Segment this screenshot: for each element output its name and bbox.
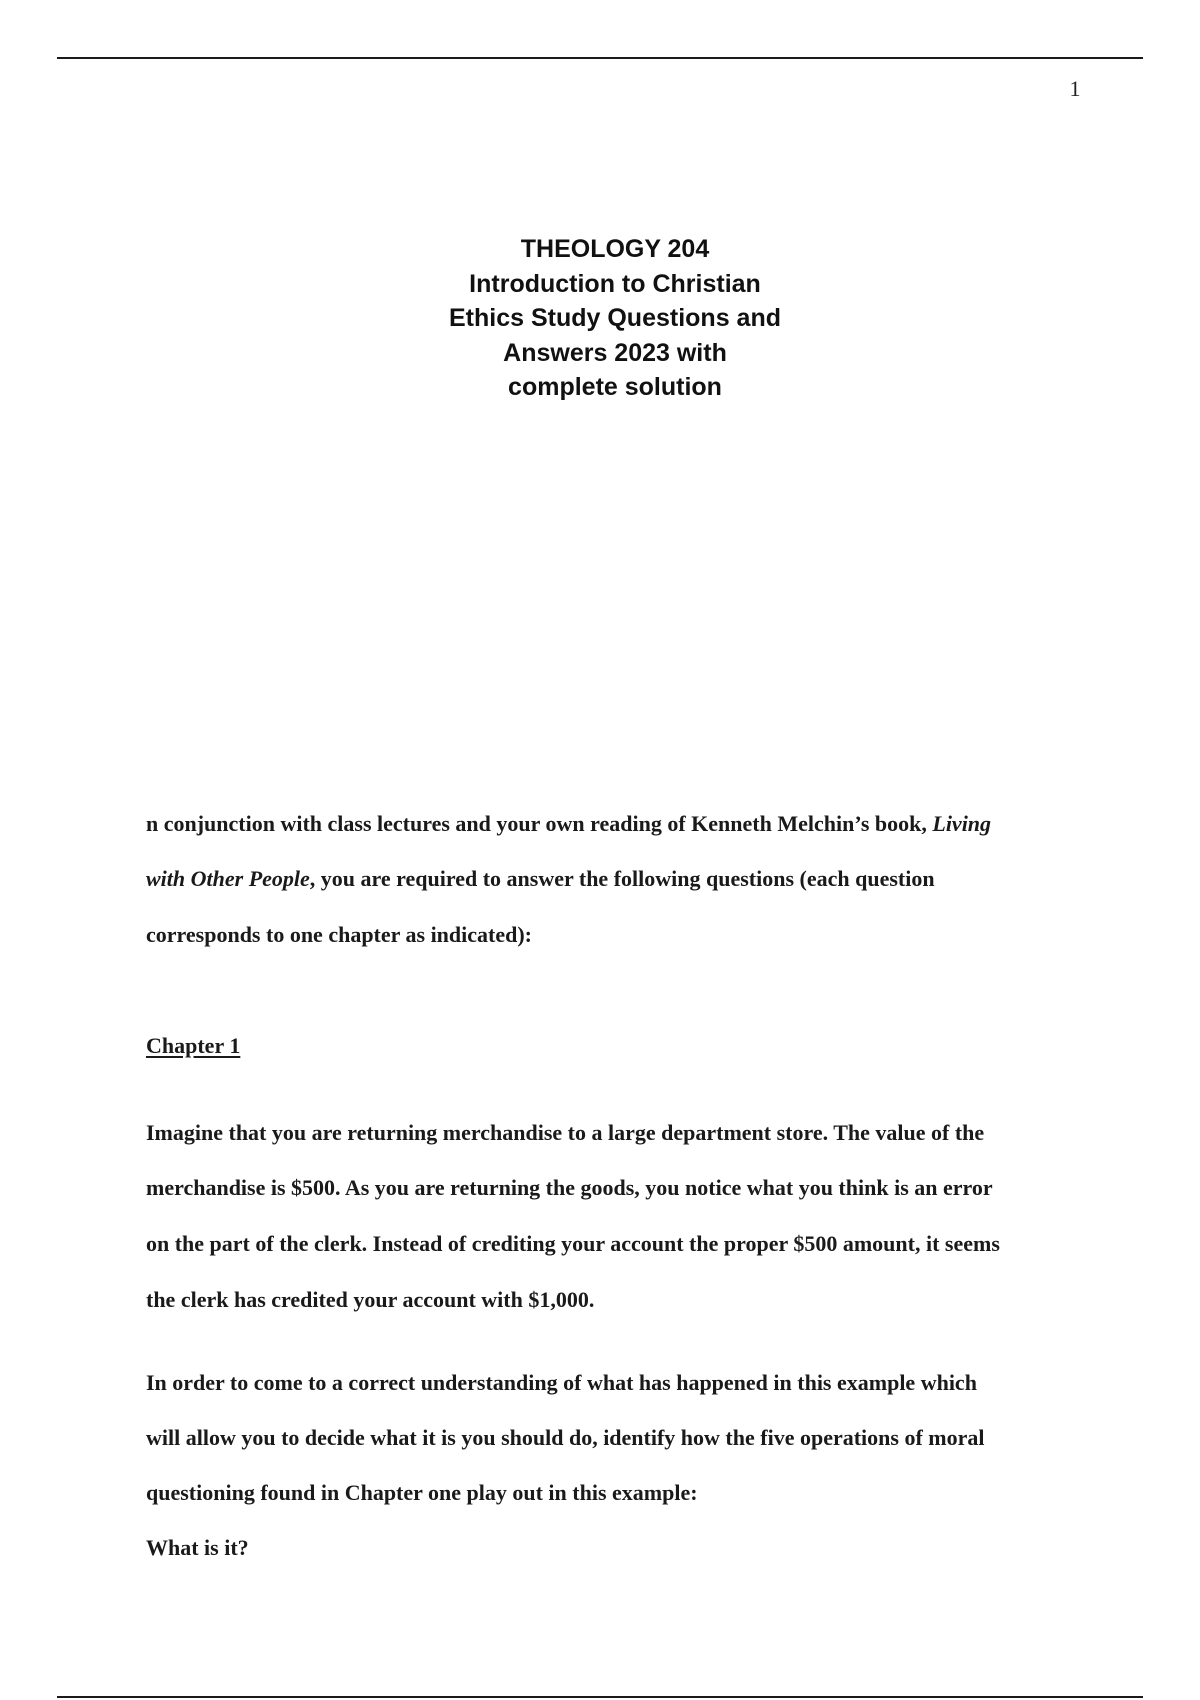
instruction-line: will allow you to decide what it is you should do, identify how the five operations of moral (146, 1425, 985, 1450)
scenario-line: merchandise is $500. As you are returning the goods, you notice what you think is an error (146, 1175, 993, 1200)
header-rule (57, 57, 1143, 59)
title-line: THEOLOGY 204 (520, 235, 710, 263)
intro-text: n conjunction with class lectures and your own reading of Kenneth Melchin’s book, (146, 811, 933, 836)
chapter-heading: Chapter 1 (146, 1033, 241, 1058)
intro-text: , you are required to answer the following questions (each question (309, 866, 935, 891)
title-line: Answers 2023 with (503, 338, 727, 367)
footer-rule (57, 1696, 1143, 1698)
intro-line: corresponds to one chapter as indicated): (146, 922, 533, 947)
question-line: What is it? (146, 1535, 249, 1560)
title-line: Introduction to Christian (469, 269, 761, 298)
book-title-part: Living (932, 811, 992, 836)
scenario-line: the clerk has credited your account with $1,000. (146, 1287, 595, 1312)
instruction-line: In order to come to a correct understanding of what has happened in this example which (146, 1370, 977, 1395)
scenario-line: on the part of the clerk. Instead of crediting your account the proper $500 amount, it seems (146, 1231, 1000, 1256)
scenario-line: Imagine that you are returning merchandise to a large department store. The value of the (146, 1120, 985, 1145)
book-title-part: with Other People (146, 866, 310, 891)
title-line: Ethics Study Questions and (449, 304, 781, 332)
page-number: 1 (1069, 76, 1081, 101)
intro-line (146, 811, 991, 837)
title-line: complete solution (508, 373, 722, 401)
instruction-line: questioning found in Chapter one play out in this example: (146, 1480, 698, 1505)
intro-line (146, 866, 935, 892)
document-title (300, 232, 930, 405)
